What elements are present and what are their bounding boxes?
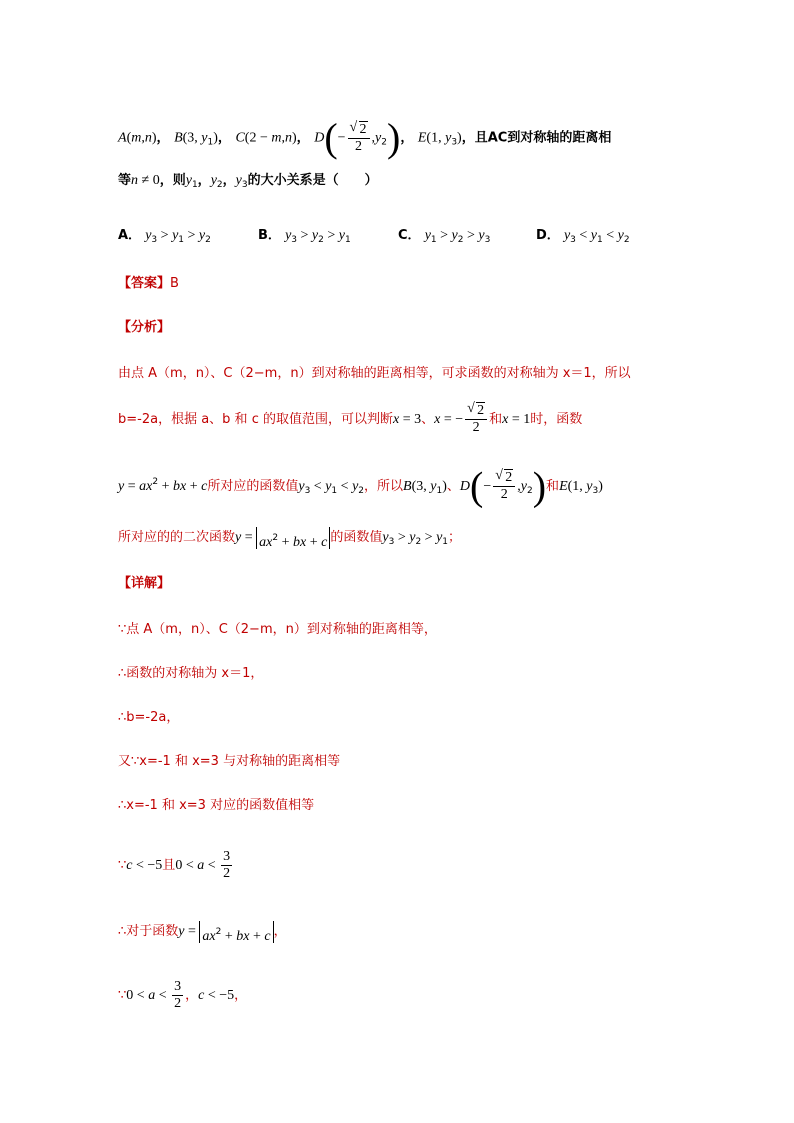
answer-label: 【答案】 [118, 276, 171, 291]
analysis-line-4: 所对应的的二次函数$y = ax^2$ + bx + c 的函数值$y_3 > y_2 > y_1$； [118, 524, 461, 552]
answer-value: B [170, 276, 179, 291]
question-line-1: A(m,n)， B(3, $y_1$)， C(2 − m,n)， D(− √ $\frac{2}{2}$ $,y_2$)， E(1, $y_3$)，且AC到对称轴的距离相 [118, 118, 611, 148]
option-c[interactable]: C． $y_1 > y_2 > y_3$ [398, 228, 491, 245]
point-d: D [314, 130, 325, 146]
options-row [118, 226, 630, 250]
point-c: C [235, 130, 245, 146]
question-line-2: 等n ≠ 0，则$y_1$，$y_2$，$y_3$的大小关系是（ ） [118, 173, 378, 190]
analysis-line-1: 由点 A（m，n）、C（2−m，n）到对称轴的距离相等，可求函数的对称轴为 x＝1，所以 [118, 366, 631, 381]
detail-line-5: ∴x=-1 和 x=3 对应的函数值相等 [118, 798, 315, 813]
option-a[interactable]: A． $y_3 > y_1 > y_2$ [118, 228, 211, 245]
detail-label: 【详解】 [118, 576, 171, 591]
point-b: B [174, 130, 183, 146]
detail-line-1: ∵点 A（m，n）、C（2−m，n）到对称轴的距离相等， [118, 622, 437, 637]
question-line-1-tail: ，且AC到对称轴的距离相 [461, 130, 612, 146]
point-a: A [118, 130, 127, 146]
analysis-line-3: $y = ax^2$ + bx + c所对应的函数值$y_3 < y_1 < y_2$，所以B(3, $y_1$)、D(− √ $\frac{2}{2}$ $,y_2$)和E(1, $y_3$) [118, 462, 603, 502]
detail-line-8: ∵0 < a < $\frac{3}{2}$ ，c < −5， [118, 979, 248, 1011]
point-e: E [417, 130, 427, 146]
detail-line-3: ∴b=-2a， [118, 710, 180, 725]
detail-line-2: ∴函数的对称轴为 x＝1， [118, 666, 264, 681]
detail-line-4: 又∵x=-1 和 x=3 与对称轴的距离相等 [118, 754, 341, 769]
option-b[interactable]: B． $y_3 > y_2 > y_1$ [258, 228, 351, 245]
detail-line-6: ∵c < −5且0 < a < $\frac{3}{2}$ [118, 849, 231, 881]
analysis-label: 【分析】 [118, 320, 171, 335]
option-d[interactable]: D． $y_3 < y_1 < y_2$ [536, 228, 630, 245]
answer-line [118, 274, 179, 294]
detail-line-7: ∴对于函数$y = ax^2$ + bx + c ， [118, 918, 287, 946]
analysis-line-2: b=-2a，根据 a、b 和 c 的取值范围，可以判断x = 3、x = − √ $\frac{2}{2}$ 和x = 1时，函数 [118, 400, 582, 440]
